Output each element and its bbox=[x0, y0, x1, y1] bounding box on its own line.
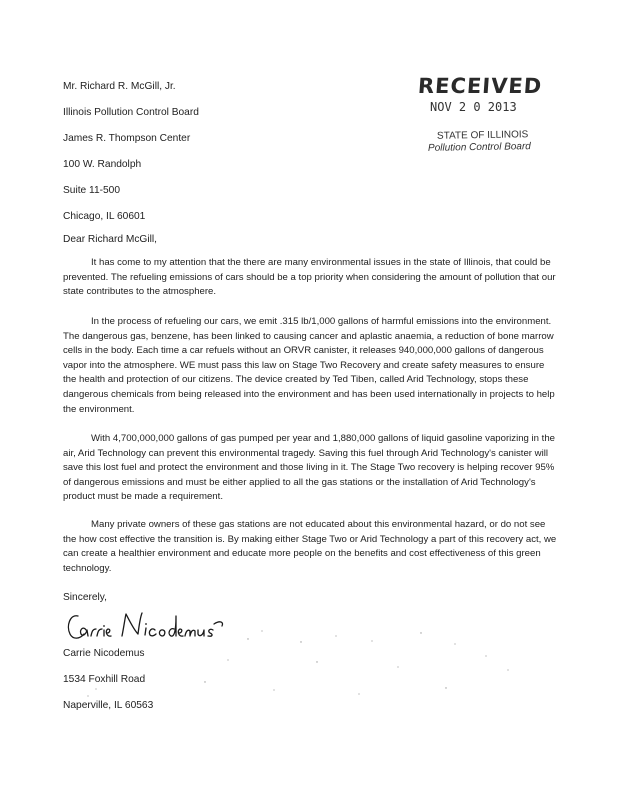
handwritten-signature bbox=[64, 604, 234, 648]
recipient-street: 100 W. Randolph bbox=[63, 159, 142, 170]
body-paragraph-2: In the process of refueling our cars, we emit .315 lb/1,000 gallons of harmful emissions into the environment. The dangerous gas, benzene, has been linked to causing cancer and aplastic anaemia, a reduction of bone marrow cells in the body. Each time a car refuels without an ORVR canister, it releases 940,000,000 gallons of dangerous vapor into the atmosphere. WE must pass this law on Stage Two Recovery and create safety measures to ensure the health and protection of our citizens. The device created by Ted Tiben, called Arid Technology, stops these dangerous chemicals from being released into the environment and has been used internationally in projects to help the environment. bbox=[63, 316, 555, 415]
recipient-building: James R. Thompson Center bbox=[63, 133, 191, 144]
recipient-suite: Suite 11-500 bbox=[63, 185, 121, 196]
recipient-name: Mr. Richard R. McGill, Jr. bbox=[63, 81, 176, 92]
stamp-received-text: RECEIVED bbox=[417, 74, 543, 98]
recipient-city: Chicago, IL 60601 bbox=[63, 211, 146, 222]
stamp-state: STATE OF ILLINOIS bbox=[436, 129, 529, 142]
sender-city: Naperville, IL 60563 bbox=[63, 700, 154, 711]
salutation: Dear Richard McGill, bbox=[63, 234, 157, 245]
body-paragraph-3: With 4,700,000,000 gallons of gas pumped per year and 1,880,000 gallons of liquid gasoline vaporizing in the air, Arid Technology can prevent this environmental tragedy. Saving this fuel through Arid Technology's canister will save this lost fuel and protect the environment and those living in it. The Stage Two recovery is helping recover 95% of dangerous emissions and must be either applied to all the gas stations or the installation of Arid Technology's product must be made a requirement. bbox=[63, 433, 556, 503]
stamp-board: Pollution Control Board bbox=[427, 141, 531, 154]
sender-name: Carrie Nicodemus bbox=[63, 648, 145, 659]
recipient-organization: Illinois Pollution Control Board bbox=[63, 107, 199, 118]
received-stamp bbox=[412, 74, 562, 164]
closing: Sincerely, bbox=[63, 592, 107, 603]
stamp-date: NOV 2 0 2013 bbox=[430, 100, 517, 114]
sender-street: 1534 Foxhill Road bbox=[63, 674, 146, 685]
body-paragraph-1: It has come to my attention that the there are many environmental issues in the state of Illinois, that could be prevented. The refueling emissions of cars should be a top priority when considering the amount of pollution that our state contributes to the atmosphere. bbox=[63, 257, 556, 298]
body-paragraph-4: Many private owners of these gas stations are not educated about this environmental hazard, or do not see the how cost effective the transition is. By making either Stage Two or Arid Technology a part of this recovery act, we can create a healthier environment and educate more people on the benefits and cost effectiveness of this green technology. bbox=[63, 519, 557, 574]
